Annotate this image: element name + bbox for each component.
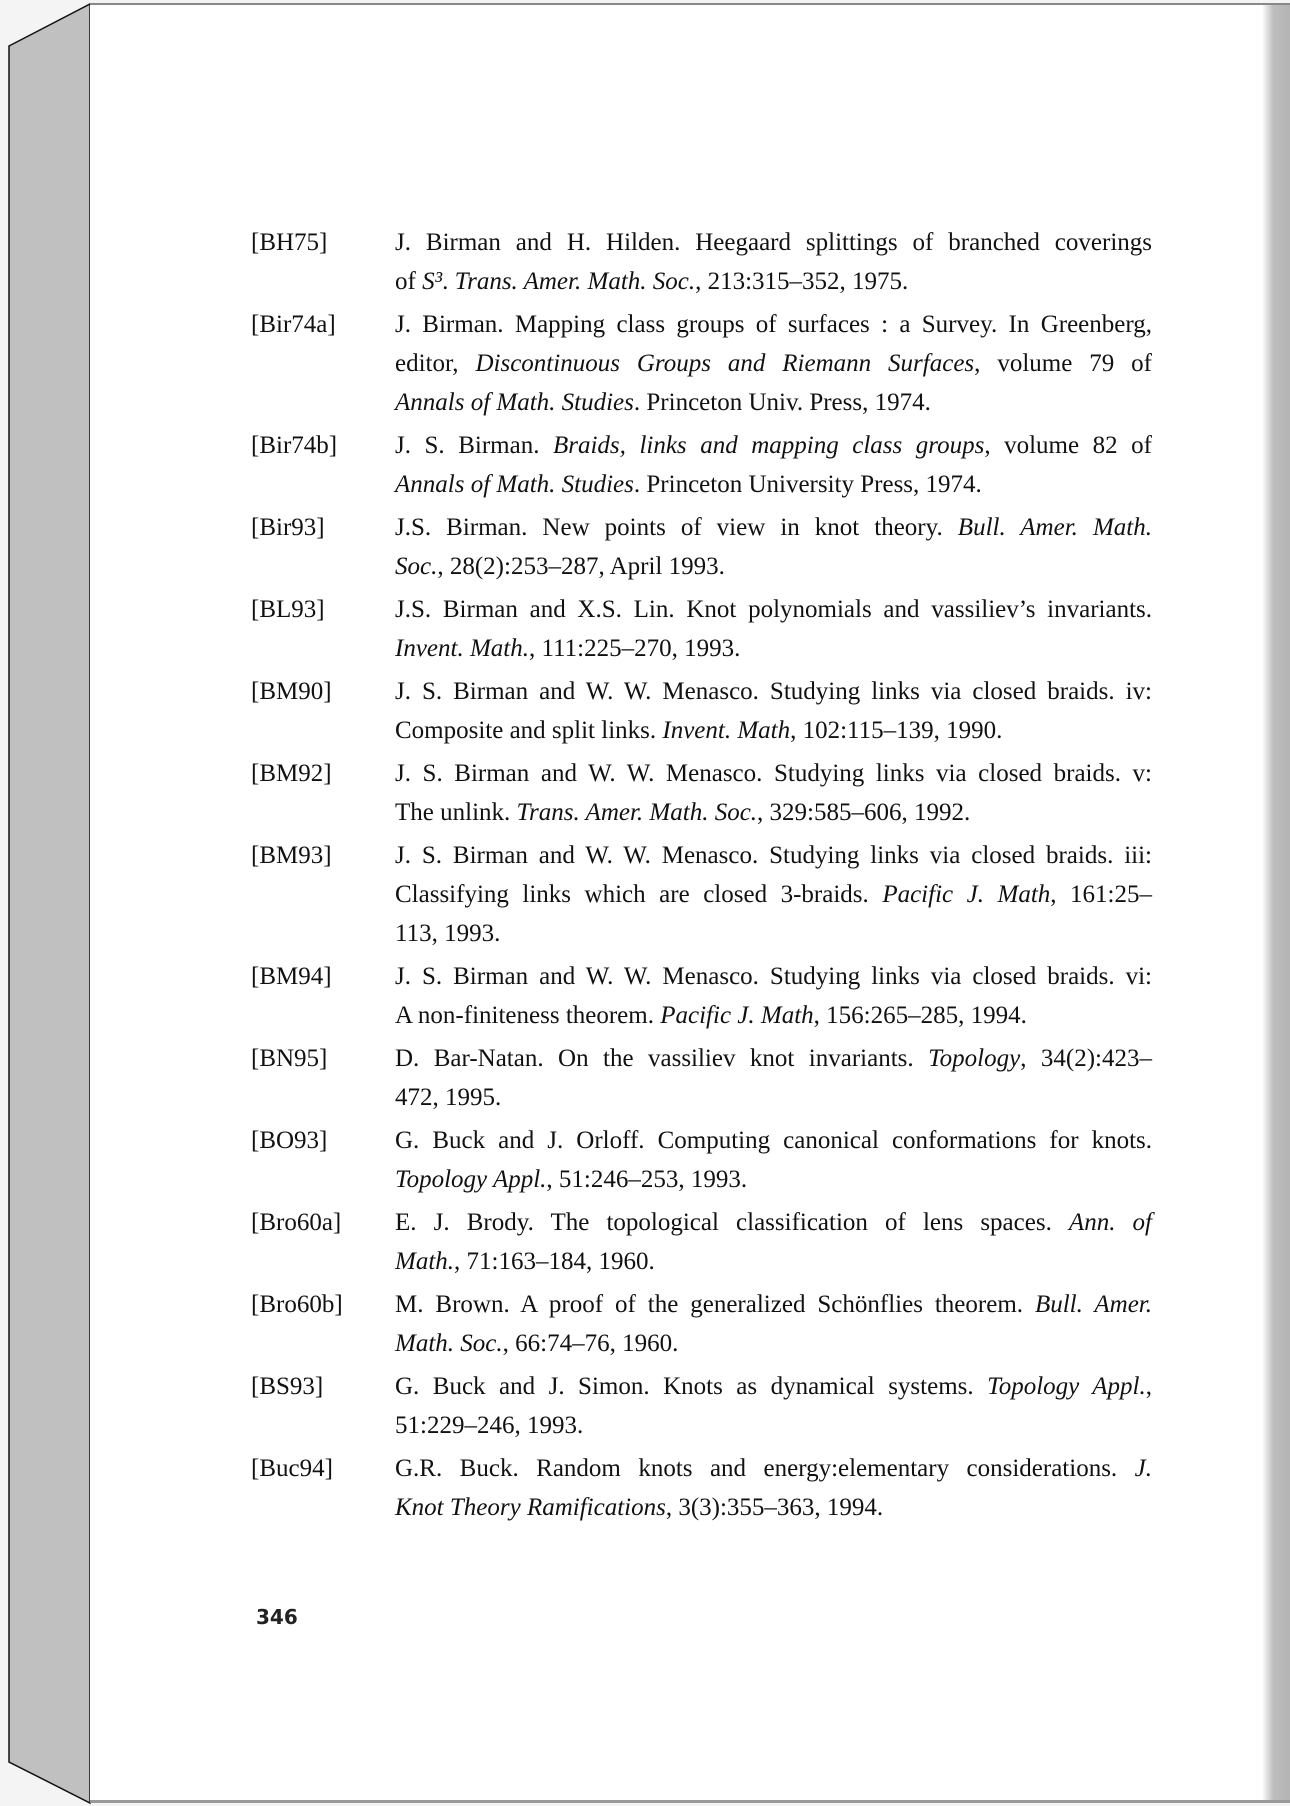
text-segment: , 111:225–270, 1993. (528, 635, 741, 662)
reference-entry (251, 1449, 1152, 1527)
reference-text (395, 590, 1152, 668)
italic-text: Pacific J. Math (660, 1002, 814, 1029)
reference-entry (251, 1203, 1152, 1281)
italic-text: Math. Soc. (395, 1330, 503, 1357)
reference-entry (251, 672, 1152, 750)
reference-label: [BM94] (251, 963, 332, 990)
reference-label: [Bro60a] (251, 1209, 342, 1236)
text-segment: , 329:585–606, 1992. (757, 799, 971, 826)
text-segment: Composite and split links. (395, 717, 663, 744)
reference-entry (251, 1285, 1152, 1363)
reference-label: [BL93] (251, 596, 325, 623)
text-segment: , volume 82 of (984, 432, 1152, 459)
italic-text: Topology (928, 1045, 1021, 1072)
reference-line (395, 508, 1152, 547)
reference-line (395, 836, 1152, 875)
text-segment: E. J. Brody. The topological classification of lens spaces. (395, 1209, 1069, 1236)
reference-line (395, 754, 1152, 793)
italic-text: Knot Theory Ramifications (395, 1494, 666, 1521)
reference-line (395, 629, 1152, 668)
reference-text (395, 1449, 1152, 1527)
reference-line (395, 996, 1152, 1035)
italic-text: Invent. Math (662, 717, 791, 744)
text-segment: J. S. Birman and W. W. Menasco. Studying links via closed braids. iii: (395, 842, 1152, 869)
italic-text: Math. (395, 1248, 455, 1275)
reference-text (395, 508, 1152, 586)
reference-entry (251, 1367, 1152, 1445)
text-segment: M. Brown. A proof of the generalized Schönflies theorem. (395, 1291, 1035, 1318)
reference-label: [BM92] (251, 760, 332, 787)
reference-line (395, 590, 1152, 629)
book-spine (0, 0, 92, 1806)
text-segment: 113, 1993. (395, 920, 501, 947)
reference-entry (251, 1121, 1152, 1199)
reference-line (395, 426, 1152, 465)
reference-line (395, 344, 1152, 383)
text-segment: . (442, 268, 455, 295)
reference-line (395, 914, 1152, 953)
text-segment: J. S. Birman and W. W. Menasco. Studying links via closed braids. vi: (395, 963, 1152, 990)
reference-line (395, 223, 1152, 262)
reference-label: [BN95] (251, 1045, 328, 1072)
reference-text (395, 957, 1152, 1035)
reference-line (395, 1039, 1152, 1078)
reference-label: [BH75] (251, 229, 328, 256)
text-segment: , volume 79 of (974, 350, 1152, 377)
book-page (90, 3, 1290, 1803)
italic-text: Topology Appl. (987, 1373, 1146, 1400)
text-segment: , 34(2):423– (1020, 1045, 1152, 1072)
reference-text (395, 1203, 1152, 1281)
reference-label: [BO93] (251, 1127, 328, 1154)
reference-text (395, 1121, 1152, 1199)
reference-entry (251, 223, 1152, 301)
reference-line (395, 1121, 1152, 1160)
text-segment: , (1145, 1373, 1152, 1400)
reference-line (395, 1324, 1152, 1363)
reference-text (395, 1039, 1152, 1117)
reference-text (395, 754, 1152, 832)
reference-line (395, 672, 1152, 711)
text-segment: G. Buck and J. Simon. Knots as dynamical systems. (395, 1373, 988, 1400)
reference-line (395, 875, 1152, 914)
reference-text (395, 223, 1152, 301)
italic-text: Soc. (395, 553, 438, 580)
reference-line (395, 1449, 1152, 1488)
reference-line (395, 547, 1152, 586)
text-segment: , 3(3):355–363, 1994. (665, 1494, 884, 1521)
reference-text (395, 836, 1152, 953)
text-segment: , 213:315–352, 1975. (695, 268, 909, 295)
text-segment: , 102:115–139, 1990. (790, 717, 1003, 744)
reference-line (395, 1078, 1152, 1117)
page-number: 346 (256, 1605, 298, 1629)
reference-line (395, 1203, 1152, 1242)
italic-text: Braids, links and mapping class groups (552, 432, 985, 459)
reference-entry (251, 426, 1152, 504)
italic-text: Bull. Amer. Math. (957, 514, 1152, 541)
bibliography-list (251, 223, 1152, 1531)
reference-entry (251, 957, 1152, 1035)
text-segment: , 156:265–285, 1994. (813, 1002, 1027, 1029)
reference-label: [Bir93] (251, 514, 325, 541)
reference-text (395, 672, 1152, 750)
reference-text (395, 1367, 1152, 1445)
italic-text: J. (1134, 1455, 1152, 1482)
reference-entry (251, 754, 1152, 832)
text-segment: J. Birman and H. Hilden. Heegaard splittings of branched coverings (395, 229, 1152, 256)
reference-line (395, 1488, 1152, 1527)
text-segment: A non-finiteness theorem. (395, 1002, 661, 1029)
italic-text: Annals of Math. Studies (395, 389, 634, 416)
text-segment: J. S. Birman and W. W. Menasco. Studying links via closed braids. iv: (395, 678, 1152, 705)
text-segment: D. Bar-Natan. On the vassiliev knot invariants. (395, 1045, 929, 1072)
reference-line (395, 1285, 1152, 1324)
text-segment: . Princeton University Press, 1974. (633, 471, 982, 498)
italic-text: S³ (422, 268, 443, 295)
reference-label: [BM90] (251, 678, 332, 705)
text-segment: 472, 1995. (395, 1084, 502, 1111)
text-segment: J. Birman. Mapping class groups of surfaces : a Survey. In Greenberg, (395, 311, 1152, 338)
text-segment: G. Buck and J. Orloff. Computing canonical conformations for knots. (395, 1127, 1152, 1154)
reference-entry (251, 590, 1152, 668)
text-segment: 51:229–246, 1993. (395, 1412, 584, 1439)
text-segment: . Princeton Univ. Press, 1974. (633, 389, 931, 416)
italic-text: Discontinuous Groups and Riemann Surfaces (475, 350, 975, 377)
reference-line (395, 957, 1152, 996)
page-edge-shadow (1262, 5, 1290, 1800)
reference-label: [BM93] (251, 842, 332, 869)
reference-line (395, 465, 1152, 504)
reference-line (395, 711, 1152, 750)
reference-text (395, 426, 1152, 504)
reference-label: [Bir74b] (251, 432, 338, 459)
reference-line (395, 383, 1152, 422)
reference-entry (251, 836, 1152, 953)
text-segment: , 161:25– (1050, 881, 1152, 908)
reference-entry (251, 305, 1152, 422)
italic-text: Bull. Amer. (1034, 1291, 1152, 1318)
text-segment: , 71:163–184, 1960. (454, 1248, 655, 1275)
text-segment: of (395, 268, 423, 295)
text-segment: J. S. Birman. (395, 432, 553, 459)
reference-label: [BS93] (251, 1373, 324, 1400)
reference-text (395, 1285, 1152, 1363)
text-segment: , 51:246–253, 1993. (546, 1166, 748, 1193)
text-segment: Classifying links which are closed 3-braids. (395, 881, 883, 908)
reference-label: [Buc94] (251, 1455, 333, 1482)
text-segment: , 66:74–76, 1960. (502, 1330, 679, 1357)
italic-text: Topology Appl. (395, 1166, 547, 1193)
text-segment: J.S. Birman. New points of view in knot theory. (395, 514, 958, 541)
reference-entry (251, 1039, 1152, 1117)
text-segment: J. S. Birman and W. W. Menasco. Studying links via closed braids. v: (395, 760, 1152, 787)
reference-text (395, 305, 1152, 422)
italic-text: Trans. Amer. Math. Soc. (516, 799, 758, 826)
reference-line (395, 1406, 1152, 1445)
reference-line (395, 1367, 1152, 1406)
text-segment: , 28(2):253–287, April 1993. (437, 553, 725, 580)
reference-line (395, 793, 1152, 832)
reference-line (395, 305, 1152, 344)
italic-text: Invent. Math. (395, 635, 529, 662)
reference-line (395, 262, 1152, 301)
text-segment: J.S. Birman and X.S. Lin. Knot polynomials and vassiliev’s invariants. (395, 596, 1152, 623)
reference-label: [Bir74a] (251, 311, 336, 338)
italic-text: Annals of Math. Studies (395, 471, 634, 498)
text-segment: G.R. Buck. Random knots and energy:elementary considerations. (395, 1455, 1135, 1482)
reference-line (395, 1160, 1152, 1199)
text-segment: editor, (395, 350, 476, 377)
reference-entry (251, 508, 1152, 586)
text-segment: The unlink. (395, 799, 517, 826)
reference-line (395, 1242, 1152, 1281)
italic-text: Trans. Amer. Math. Soc. (454, 268, 696, 295)
reference-label: [Bro60b] (251, 1291, 343, 1318)
italic-text: Ann. of (1068, 1209, 1152, 1236)
italic-text: Pacific J. Math (882, 881, 1051, 908)
